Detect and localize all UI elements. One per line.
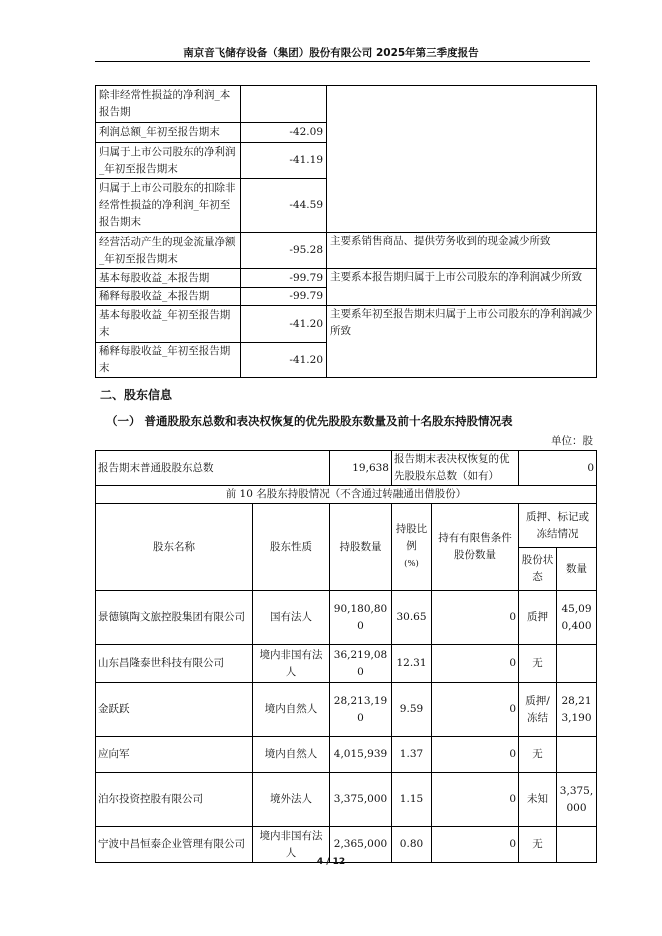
table-row <box>96 269 597 288</box>
summary-label: 报告期末表决权恢复的优先股股东总数（如有） <box>392 451 519 486</box>
reason-cell <box>327 86 597 233</box>
shareholder-shares: 2,365,000 <box>330 827 392 863</box>
item-cell: 基本每股收益_年初至报告期末 <box>96 306 241 343</box>
table-row <box>96 86 597 123</box>
shareholder-shares: 90,180,800 <box>330 591 392 645</box>
summary-value: 0 <box>519 451 597 486</box>
unit-label: 单位：股 <box>551 435 593 447</box>
summary-row <box>96 451 597 486</box>
shareholder-restricted: 0 <box>432 737 519 773</box>
shareholder-nature: 境内自然人 <box>253 737 330 773</box>
item-cell: 利润总额_年初至报告期末 <box>96 123 241 143</box>
shareholder-nature: 境外法人 <box>253 773 330 827</box>
top10-title: 前 10 名股东持股情况（不含通过转融通出借股份） <box>96 486 597 504</box>
header-nature: 股东性质 <box>253 504 330 591</box>
header-shares: 持股数量 <box>330 504 392 591</box>
header-pledge: 质押、标记或冻结情况 <box>519 504 597 548</box>
pledge-quantity: 45,090,400 <box>557 591 597 645</box>
item-cell: 稀释每股收益_本报告期 <box>96 288 241 306</box>
shareholder-shares: 3,375,000 <box>330 773 392 827</box>
value-cell: -41.19 <box>241 143 327 179</box>
shareholder-name: 宁波中昌恒泰企业管理有限公司 <box>96 827 253 863</box>
shareholder-name: 应向军 <box>96 737 253 773</box>
item-cell: 经营活动产生的现金流量净额_年初至报告期末 <box>96 233 241 269</box>
item-cell: 归属于上市公司股东的扣除非经常性损益的净利润_年初至报告期末 <box>96 179 241 233</box>
pledge-status: 无 <box>519 827 557 863</box>
shareholder-name: 山东昌隆泰世科技有限公司 <box>96 645 253 683</box>
pledge-quantity: 28,213,190 <box>557 683 597 737</box>
table-row <box>96 737 597 773</box>
table-row <box>96 773 597 827</box>
header-row <box>96 504 597 548</box>
pledge-status: 无 <box>519 737 557 773</box>
pledge-status: 质押 <box>519 591 557 645</box>
shareholder-nature: 境内非国有法人 <box>253 645 330 683</box>
item-cell: 基本每股收益_本报告期 <box>96 269 241 288</box>
item-cell: 归属于上市公司股东的净利润_年初至报告期末 <box>96 143 241 179</box>
shareholder-ratio: 1.15 <box>392 773 432 827</box>
summary-value: 19,638 <box>330 451 392 486</box>
table-row <box>96 683 597 737</box>
header-ratio-label: 持股比例 <box>395 523 428 552</box>
shareholder-ratio: 1.37 <box>392 737 432 773</box>
shareholder-shares: 4,015,939 <box>330 737 392 773</box>
shareholder-name: 泊尔投资控股有限公司 <box>96 773 253 827</box>
header-restricted: 持有有限售条件股份数量 <box>432 504 519 591</box>
change-reasons-table <box>95 85 597 378</box>
shareholder-shares: 28,213,190 <box>330 683 392 737</box>
shareholder-name: 景德镇陶文旅控股集团有限公司 <box>96 591 253 645</box>
shareholder-nature: 境内自然人 <box>253 683 330 737</box>
item-cell: 除非经常性损益的净利润_本报告期 <box>96 86 241 123</box>
header-name: 股东名称 <box>96 504 253 591</box>
pledge-status: 无 <box>519 645 557 683</box>
shareholder-name: 金跃跃 <box>96 683 253 737</box>
shareholder-nature: 境内非国有法人 <box>253 827 330 863</box>
shareholder-ratio: 30.65 <box>392 591 432 645</box>
pledge-quantity: 3,375,000 <box>557 773 597 827</box>
pledge-status: 质押/冻结 <box>519 683 557 737</box>
value-cell: -42.09 <box>241 123 327 143</box>
shareholder-restricted: 0 <box>432 773 519 827</box>
shareholders-table <box>95 450 597 863</box>
value-cell: -95.28 <box>241 233 327 269</box>
section-title: 二、股东信息 <box>100 388 173 402</box>
pledge-status: 未知 <box>519 773 557 827</box>
pledge-quantity <box>557 737 597 773</box>
value-cell: -41.20 <box>241 343 327 378</box>
pledge-quantity <box>557 645 597 683</box>
shareholder-restricted: 0 <box>432 827 519 863</box>
reason-cell: 主要系年初至报告期末归属于上市公司股东的净利润减少所致 <box>327 306 597 378</box>
shareholder-restricted: 0 <box>432 591 519 645</box>
header-ratio-unit: (%) <box>404 559 419 569</box>
shareholder-shares: 36,219,080 <box>330 645 392 683</box>
table-row <box>96 233 597 269</box>
value-cell: -99.79 <box>241 288 327 306</box>
page-header: 南京音飞储存设备（集团）股份有限公司 2025年第三季度报告 <box>183 47 479 59</box>
shareholder-nature: 国有法人 <box>253 591 330 645</box>
reason-cell: 主要系销售商品、提供劳务收到的现金减少所致 <box>327 233 597 269</box>
header-quantity: 数量 <box>557 548 597 591</box>
shareholder-restricted: 0 <box>432 645 519 683</box>
reason-cell: 主要系本报告期归属于上市公司股东的净利润减少所致 <box>327 269 597 306</box>
header-status: 股份状态 <box>519 548 557 591</box>
table-title-row <box>96 486 597 504</box>
value-cell: -99.79 <box>241 269 327 288</box>
shareholder-ratio: 9.59 <box>392 683 432 737</box>
value-cell: -41.20 <box>241 306 327 343</box>
shareholder-ratio: 0.80 <box>392 827 432 863</box>
item-cell: 稀释每股收益_年初至报告期末 <box>96 343 241 378</box>
shareholder-restricted: 0 <box>432 683 519 737</box>
table-row <box>96 591 597 645</box>
table-row <box>96 645 597 683</box>
page-number: 4 / 12 <box>316 857 346 867</box>
value-cell: -44.59 <box>241 179 327 233</box>
summary-label: 报告期末普通股股东总数 <box>96 451 330 486</box>
subsection-title: （一） 普通股股东总数和表决权恢复的优先股股东数量及前十名股东持股情况表 <box>106 414 513 428</box>
shareholder-ratio: 12.31 <box>392 645 432 683</box>
value-cell <box>241 86 327 123</box>
table-row <box>96 306 597 343</box>
header-rule <box>95 61 590 62</box>
header-ratio <box>392 504 432 591</box>
